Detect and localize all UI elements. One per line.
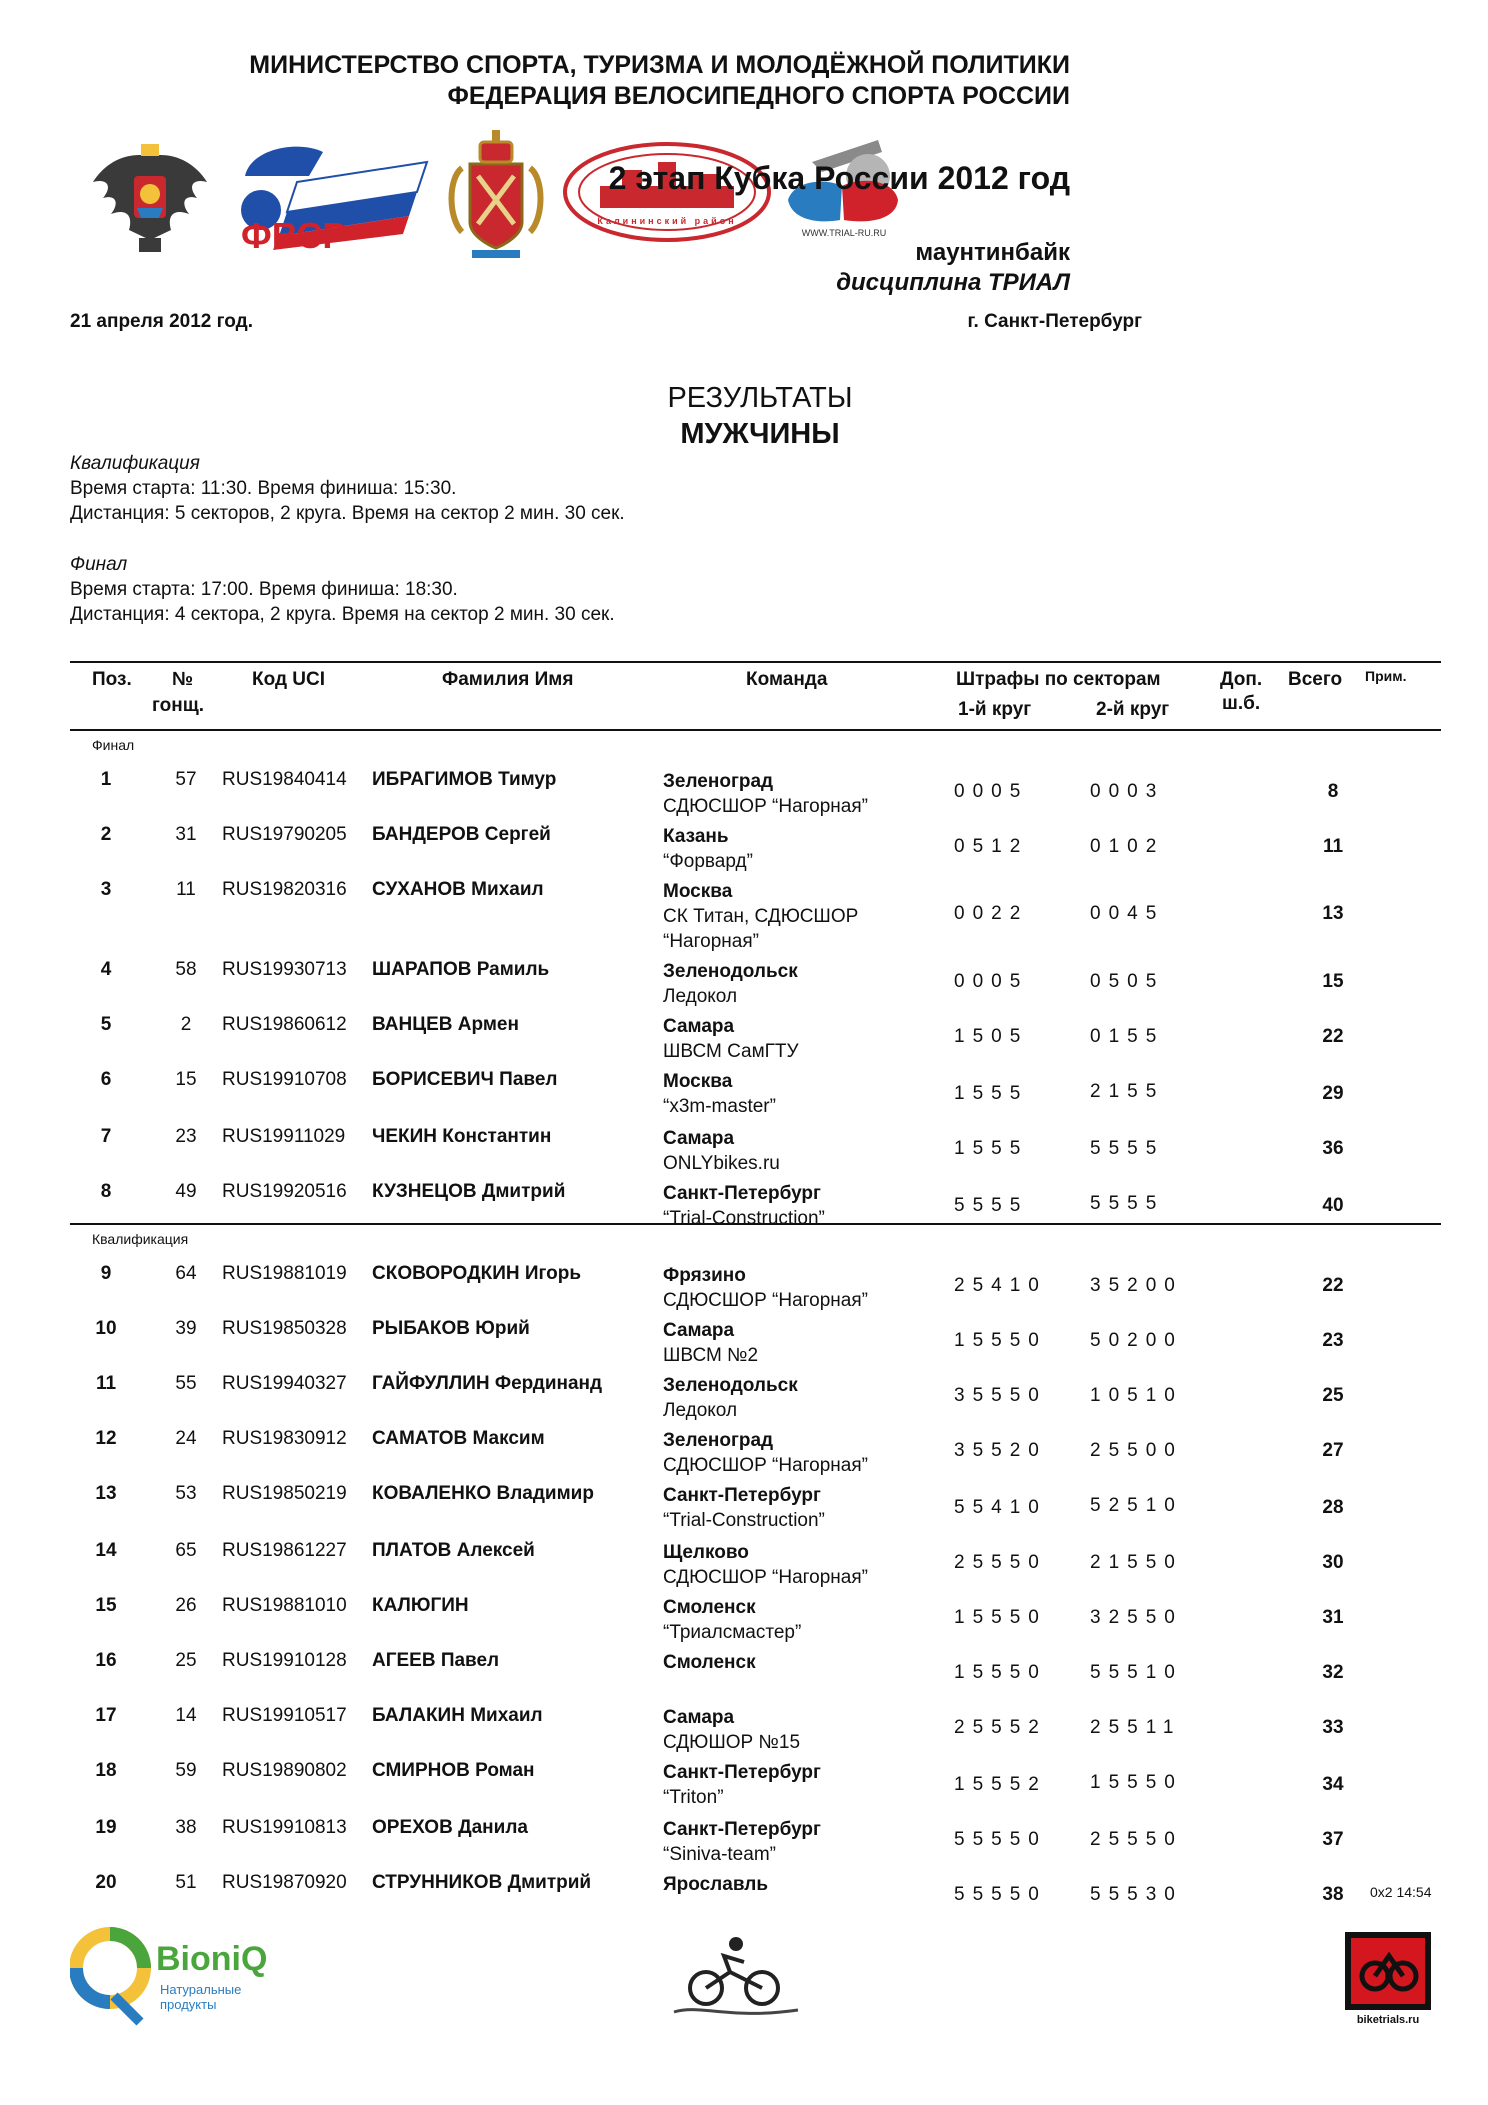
row-pos: 8 — [100, 1181, 112, 1202]
district-logo-text: Калининский район — [597, 216, 737, 226]
row-uci: RUS19910517 — [222, 1705, 347, 1726]
row-num: 51 — [175, 1872, 197, 1893]
row-city: Санкт-Петербург — [663, 1762, 821, 1783]
row-team — [663, 1705, 800, 1755]
bioniq-logo — [70, 1918, 300, 2028]
biketrials-logo — [1342, 1932, 1434, 2028]
row-team-line2: “Нагорная” — [663, 931, 759, 952]
trial-rider-logo-icon — [670, 1932, 802, 2022]
row-pos: 1 — [100, 769, 112, 790]
row-uci: RUS19850219 — [222, 1483, 347, 1504]
row-lap2: 0102 — [1090, 836, 1165, 857]
row-city: Смоленск — [663, 1652, 756, 1673]
row-num: 58 — [175, 959, 197, 980]
row-team-line1: Ледокол — [663, 1400, 738, 1421]
row-lap2: 10510 — [1090, 1385, 1183, 1406]
row-uci: RUS19911029 — [222, 1126, 346, 1147]
row-num: 55 — [175, 1373, 197, 1394]
table-row — [70, 1585, 1441, 1643]
row-lap1: 0512 — [954, 836, 1029, 857]
row-num: 57 — [175, 769, 197, 790]
row-team-line1: “Триалсмастер” — [663, 1622, 802, 1643]
row-name: ВАНЦЕВ Армен — [372, 1014, 519, 1035]
row-team-line1: ШВСМ СамГТУ — [663, 1041, 799, 1062]
row-name: ОРЕХОВ Данила — [372, 1817, 528, 1838]
row-uci: RUS19790205 — [222, 824, 347, 845]
row-name: ЧЕКИН Константин — [372, 1126, 552, 1147]
row-city: Санкт-Петербург — [663, 1183, 821, 1204]
row-note: 0x2 14:54 — [1370, 1884, 1432, 1900]
table-row — [70, 869, 1441, 952]
final-info — [70, 552, 615, 627]
row-lap1: 35520 — [954, 1440, 1047, 1461]
section-final — [70, 731, 1441, 759]
row-total: 36 — [1322, 1138, 1344, 1159]
row-lap2: 35200 — [1090, 1275, 1183, 1296]
row-lap2: 21550 — [1090, 1552, 1183, 1573]
row-pos: 12 — [95, 1428, 117, 1449]
row-total: 22 — [1322, 1275, 1344, 1296]
row-num: 11 — [176, 879, 196, 900]
row-team — [663, 1263, 868, 1313]
row-name: САМАТОВ Максим — [372, 1428, 545, 1449]
row-total: 33 — [1322, 1717, 1344, 1738]
row-team-line1: “Triton” — [663, 1787, 724, 1808]
row-city: Самара — [663, 1707, 735, 1728]
table-row — [70, 1363, 1441, 1421]
table-row — [70, 1418, 1441, 1476]
row-uci: RUS19910708 — [222, 1069, 347, 1090]
row-lap1: 15550 — [954, 1607, 1047, 1628]
row-name: БОРИСЕВИЧ Павел — [372, 1069, 558, 1090]
row-num: 14 — [175, 1705, 197, 1726]
row-team — [663, 1069, 776, 1119]
row-team-line1: ШВСМ №2 — [663, 1345, 759, 1366]
row-num: 39 — [175, 1318, 197, 1339]
row-num: 64 — [175, 1263, 197, 1284]
row-uci: RUS19870920 — [222, 1872, 347, 1893]
event-city: г. Санкт-Петербург — [967, 311, 1142, 332]
row-lap2: 5555 — [1090, 1193, 1165, 1214]
row-lap1: 5555 — [954, 1195, 1029, 1216]
row-total: 15 — [1322, 971, 1344, 992]
bioniq-tag-line1: Натуральные — [160, 1982, 242, 1997]
row-name: КАЛЮГИН — [372, 1595, 469, 1616]
row-pos: 18 — [95, 1760, 117, 1781]
table-row — [70, 1750, 1441, 1807]
row-total: 27 — [1322, 1440, 1344, 1461]
row-pos: 20 — [95, 1872, 117, 1893]
row-pos: 3 — [100, 879, 112, 900]
row-pos: 7 — [100, 1126, 112, 1147]
row-num: 25 — [175, 1650, 197, 1671]
row-pos: 14 — [95, 1540, 117, 1561]
row-team-line1: “Trial-Construction” — [663, 1510, 825, 1531]
row-pos: 17 — [95, 1705, 117, 1726]
row-uci: RUS19820316 — [222, 879, 347, 900]
row-pos: 10 — [95, 1318, 117, 1339]
row-num: 65 — [175, 1540, 197, 1561]
table-row — [70, 759, 1441, 817]
russian-eagle-emblem-icon — [89, 142, 211, 258]
row-total: 31 — [1322, 1607, 1344, 1628]
row-city: Зеленодольск — [663, 961, 798, 982]
row-team — [663, 1540, 868, 1590]
results-table — [70, 661, 1441, 1917]
row-uci: RUS19840414 — [222, 769, 347, 790]
row-team — [663, 1014, 799, 1064]
row-pos: 16 — [95, 1650, 117, 1671]
row-total: 23 — [1322, 1330, 1344, 1351]
row-total: 11 — [1322, 836, 1344, 857]
row-city: Санкт-Петербург — [663, 1485, 821, 1506]
row-lap2: 25511 — [1090, 1717, 1182, 1738]
row-pos: 6 — [100, 1069, 112, 1090]
row-name: ПЛАТОВ Алексей — [372, 1540, 535, 1561]
section-final-label: Финал — [92, 737, 135, 753]
row-lap1: 0005 — [954, 971, 1029, 992]
row-uci: RUS19861227 — [222, 1540, 347, 1561]
final-rows — [70, 759, 1441, 1229]
row-lap2: 25550 — [1090, 1829, 1183, 1850]
sport-name: маунтинбайк — [915, 239, 1070, 266]
row-num: 59 — [175, 1760, 197, 1781]
row-uci: RUS19910813 — [222, 1817, 347, 1838]
row-total: 37 — [1322, 1829, 1344, 1850]
organization-header — [249, 50, 1070, 112]
row-name: БАНДЕРОВ Сергей — [372, 824, 551, 845]
row-team — [663, 1126, 780, 1176]
row-team — [663, 1318, 758, 1368]
event-title: 2 этап Кубка России 2012 год — [608, 160, 1070, 196]
row-pos: 5 — [100, 1014, 112, 1035]
row-city: Москва — [663, 1071, 733, 1092]
table-row — [70, 1530, 1441, 1588]
row-total: 40 — [1322, 1195, 1344, 1216]
row-team — [663, 824, 753, 874]
row-team — [663, 1373, 798, 1423]
discipline-name: дисциплина ТРИАЛ — [836, 269, 1070, 296]
row-team — [663, 1760, 821, 1810]
row-name: СУХАНОВ Михаил — [372, 879, 544, 900]
table-row — [70, 1807, 1441, 1865]
bioniq-tagline — [160, 1982, 241, 2012]
row-team — [663, 879, 858, 954]
row-total: 8 — [1327, 781, 1339, 802]
fvsr-logo-text: ФВСР — [241, 215, 347, 252]
row-num: 53 — [175, 1483, 197, 1504]
header-team: Команда — [746, 669, 828, 690]
trial-ru-url: WWW.TRIAL-RU.RU — [801, 228, 887, 238]
row-city: Зеленодольск — [663, 1375, 798, 1396]
row-team-line1: “x3m-master” — [663, 1096, 776, 1117]
row-team — [663, 1872, 768, 1897]
federation-name: ФЕДЕРАЦИЯ ВЕЛОСИПЕДНОГО СПОРТА РОССИИ — [447, 82, 1070, 110]
row-num: 49 — [175, 1181, 197, 1202]
ministry-name: МИНИСТЕРСТВО СПОРТА, ТУРИЗМА И МОЛОДЁЖНОЙ ПОЛИТИКИ — [249, 51, 1070, 79]
row-lap1: 25550 — [954, 1552, 1047, 1573]
row-num: 38 — [175, 1817, 197, 1838]
row-city: Казань — [663, 826, 729, 847]
table-row — [70, 1695, 1441, 1753]
row-total: 22 — [1322, 1026, 1344, 1047]
row-lap2: 0045 — [1090, 903, 1165, 924]
row-pos: 2 — [100, 824, 112, 845]
row-name: КУЗНЕЦОВ Дмитрий — [372, 1181, 566, 1202]
row-lap1: 1505 — [954, 1026, 1029, 1047]
row-lap1: 25410 — [954, 1275, 1047, 1296]
row-lap1: 35550 — [954, 1385, 1047, 1406]
logos-strip — [84, 128, 914, 268]
row-num: 2 — [180, 1014, 192, 1035]
row-lap2: 55510 — [1090, 1662, 1183, 1683]
bioniq-name: BioniQ — [156, 1940, 268, 1978]
row-name: КОВАЛЕНКО Владимир — [372, 1483, 594, 1504]
row-city: Москва — [663, 881, 733, 902]
row-total: 13 — [1322, 903, 1344, 924]
row-name: СКОВОРОДКИН Игорь — [372, 1263, 582, 1284]
row-team-line1: СДЮСШОР “Нагорная” — [663, 796, 868, 817]
row-city: Ярославль — [663, 1874, 769, 1895]
row-uci: RUS19850328 — [222, 1318, 347, 1339]
table-row — [70, 1004, 1441, 1062]
header-num: № — [172, 669, 194, 690]
qualification-rows — [70, 1253, 1441, 1917]
row-team — [663, 1483, 825, 1533]
biketrials-icon — [1345, 1932, 1431, 2010]
header-uci: Код UCI — [252, 669, 326, 690]
row-uci: RUS19830912 — [222, 1428, 347, 1449]
row-total: 38 — [1322, 1884, 1344, 1905]
row-lap1: 0022 — [954, 903, 1029, 924]
row-lap1: 15550 — [954, 1330, 1047, 1351]
header-lap2: 2-й круг — [1096, 699, 1170, 720]
final-distance: Дистанция: 4 сектора, 2 круга. Время на сектор 2 мин. 30 сек. — [70, 604, 615, 625]
event-date: 21 апреля 2012 год. — [70, 311, 253, 332]
row-name: ГАЙФУЛЛИН Фердинанд — [372, 1373, 603, 1394]
row-city: Смоленск — [663, 1597, 756, 1618]
header-lap1: 1-й круг — [958, 699, 1032, 720]
row-pos: 13 — [95, 1483, 117, 1504]
row-pos: 9 — [100, 1263, 112, 1284]
row-num: 15 — [175, 1069, 197, 1090]
table-row — [70, 1862, 1441, 1917]
row-lap2: 52510 — [1090, 1495, 1183, 1516]
row-team — [663, 1428, 868, 1478]
row-uci: RUS19910128 — [222, 1650, 347, 1671]
row-city: Зеленоград — [663, 771, 774, 792]
fvsr-logo-icon — [239, 136, 435, 252]
final-label: Финал — [70, 554, 128, 575]
row-uci: RUS19860612 — [222, 1014, 347, 1035]
row-uci: RUS19881010 — [222, 1595, 347, 1616]
header-pos: Поз. — [92, 669, 132, 690]
row-team — [663, 959, 798, 1009]
row-lap1: 15552 — [954, 1774, 1047, 1795]
row-total: 30 — [1322, 1552, 1344, 1573]
row-num: 31 — [175, 824, 197, 845]
row-team-line1: “Trial-Construction” — [663, 1208, 825, 1229]
row-uci: RUS19920516 — [222, 1181, 347, 1202]
row-team-line1: СДЮСШОР “Нагорная” — [663, 1290, 868, 1311]
row-city: Фрязино — [663, 1265, 746, 1286]
row-pos: 19 — [95, 1817, 117, 1838]
row-team — [663, 1650, 756, 1675]
row-uci: RUS19930713 — [222, 959, 347, 980]
table-row — [70, 1059, 1441, 1116]
row-name: ШАРАПОВ Рамиль — [372, 959, 550, 980]
row-uci: RUS19890802 — [222, 1760, 347, 1781]
row-lap1: 55410 — [954, 1497, 1047, 1518]
row-team-line1: СДЮСШОР “Нагорная” — [663, 1567, 868, 1588]
row-city: Самара — [663, 1320, 735, 1341]
row-city: Зеленоград — [663, 1430, 774, 1451]
table-row — [70, 1116, 1441, 1174]
row-lap1: 1555 — [954, 1083, 1029, 1104]
row-lap1: 25552 — [954, 1717, 1047, 1738]
qualification-info — [70, 451, 625, 526]
row-pos: 11 — [95, 1373, 117, 1394]
row-team-line1: Ледокол — [663, 986, 738, 1007]
row-team — [663, 1181, 825, 1231]
qualification-distance: Дистанция: 5 секторов, 2 круга. Время на сектор 2 мин. 30 сек. — [70, 503, 625, 524]
row-name: ИБРАГИМОВ Тимур — [372, 769, 557, 790]
header-extra-sub: ш.б. — [1222, 693, 1261, 714]
row-lap2: 0505 — [1090, 971, 1165, 992]
spb-coat-of-arms-icon — [442, 128, 550, 260]
row-lap2: 5555 — [1090, 1138, 1165, 1159]
row-lap2: 55530 — [1090, 1884, 1183, 1905]
row-team-line1: ONLYbikes.ru — [663, 1153, 780, 1174]
row-total: 29 — [1322, 1083, 1344, 1104]
row-team — [663, 769, 868, 819]
biketrials-url: biketrials.ru — [1356, 2014, 1420, 2026]
row-lap2: 0003 — [1090, 781, 1165, 802]
row-city: Самара — [663, 1016, 735, 1037]
header-num-sub: гонщ. — [152, 695, 205, 716]
row-lap1: 15550 — [954, 1662, 1047, 1683]
row-lap2: 15550 — [1090, 1772, 1183, 1793]
bioniq-q-icon — [70, 1918, 152, 2028]
header-penalties: Штрафы по секторам — [956, 669, 1161, 690]
row-uci: RUS19940327 — [222, 1373, 347, 1394]
row-team-line1: СДЮСШОР “Нагорная” — [663, 1455, 868, 1476]
row-city: Щелково — [663, 1542, 749, 1563]
row-lap2: 2155 — [1090, 1081, 1165, 1102]
table-header — [70, 661, 1441, 731]
table-row — [70, 1308, 1441, 1366]
row-pos: 15 — [95, 1595, 117, 1616]
qualification-label: Квалификация — [70, 453, 200, 474]
row-name: СТРУННИКОВ Дмитрий — [372, 1872, 592, 1893]
row-name: АГЕЕВ Павел — [372, 1650, 500, 1671]
table-row — [70, 1640, 1441, 1695]
table-row — [70, 1473, 1441, 1530]
row-total: 32 — [1322, 1662, 1344, 1683]
row-name: СМИРНОВ Роман — [372, 1760, 535, 1781]
header-total: Всего — [1288, 669, 1343, 690]
row-num: 26 — [175, 1595, 197, 1616]
row-team — [663, 1595, 801, 1645]
table-row — [70, 1253, 1441, 1311]
row-team-line1: “Siniva-team” — [663, 1844, 776, 1865]
row-city: Самара — [663, 1128, 735, 1149]
row-name: РЫБАКОВ Юрий — [372, 1318, 530, 1339]
row-total: 25 — [1322, 1385, 1344, 1406]
row-team-line1: СДЮШОР №15 — [663, 1732, 801, 1753]
row-lap2: 0155 — [1090, 1026, 1165, 1047]
row-team-line1: СК Титан, СДЮСШОР — [663, 906, 859, 927]
sport-block — [836, 238, 1070, 298]
row-pos: 4 — [100, 959, 112, 980]
header-name: Фамилия Имя — [442, 669, 574, 690]
row-uci: RUS19881019 — [222, 1263, 347, 1284]
row-city: Санкт-Петербург — [663, 1819, 821, 1840]
table-row — [70, 1171, 1441, 1229]
row-total: 28 — [1322, 1497, 1344, 1518]
row-lap1: 0005 — [954, 781, 1029, 802]
row-num: 23 — [175, 1126, 197, 1147]
header-extra: Доп. — [1220, 669, 1263, 690]
results-title: РЕЗУЛЬТАТЫ — [667, 382, 853, 414]
row-lap1: 55550 — [954, 1829, 1047, 1850]
row-team-line1: “Форвард” — [663, 851, 753, 872]
qualification-times: Время старта: 11:30. Время финиша: 15:30. — [70, 478, 457, 499]
final-times: Время старта: 17:00. Время финиша: 18:30. — [70, 579, 458, 600]
row-lap2: 50200 — [1090, 1330, 1183, 1351]
row-name: БАЛАКИН Михаил — [372, 1705, 543, 1726]
row-team — [663, 1817, 821, 1867]
section-qualification-label: Квалификация — [92, 1231, 189, 1247]
row-lap2: 32550 — [1090, 1607, 1183, 1628]
header-note: Прим. — [1365, 668, 1407, 684]
row-lap1: 1555 — [954, 1138, 1029, 1159]
section-qualification — [70, 1225, 1441, 1253]
table-row — [70, 814, 1441, 872]
row-lap1: 55550 — [954, 1884, 1047, 1905]
row-total: 34 — [1322, 1774, 1344, 1795]
row-num: 24 — [175, 1428, 197, 1449]
results-category: МУЖЧИНЫ — [680, 418, 840, 450]
row-lap2: 25500 — [1090, 1440, 1183, 1461]
bioniq-tag-line2: продукты — [160, 1997, 217, 2012]
table-row — [70, 949, 1441, 1007]
